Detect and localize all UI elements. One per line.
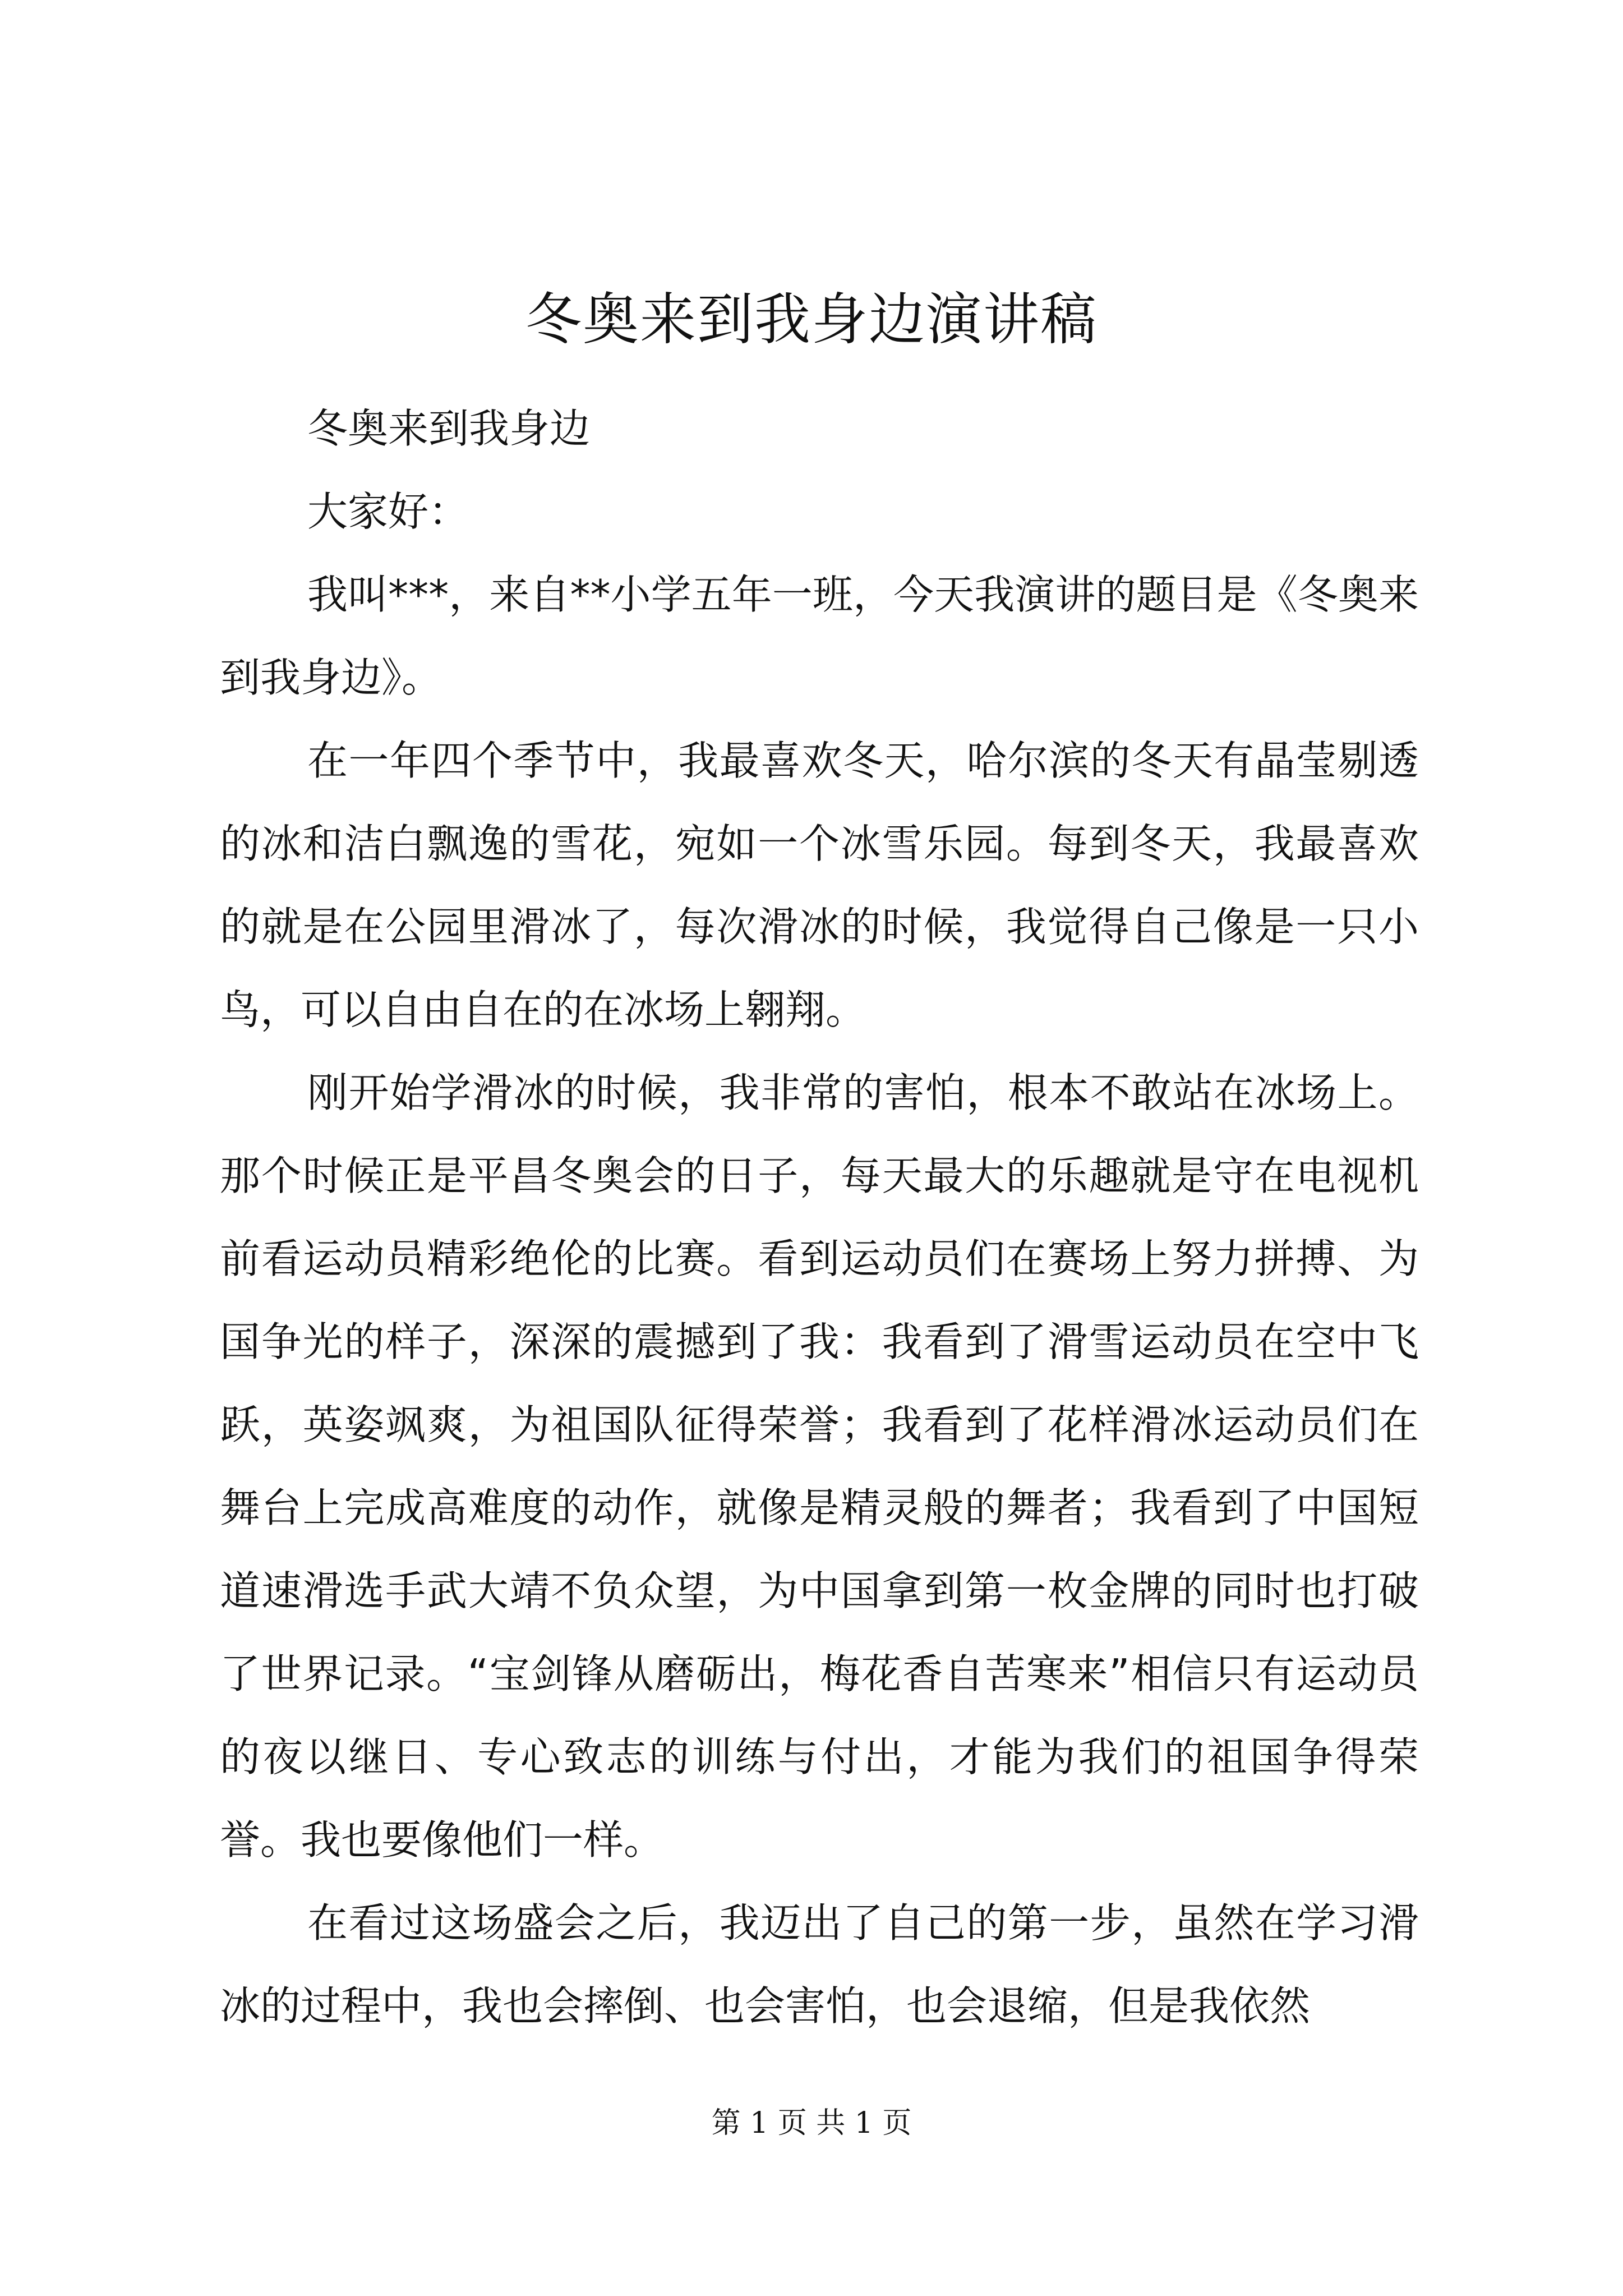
document-title: 冬奥来到我身边演讲稿 xyxy=(525,287,1098,352)
paragraph-learning-skating: 刚开始学滑冰的时候，我非常的害怕，根本不敢站在冰场上。那个时候正是平昌冬奥会的日子，每天最大的乐趣就是守在电视机前看运动员精彩绝伦的比赛。看到运动员们在赛场上努力拼搏、为国争光的样子，深深的震撼到了我：我看到了滑雪运动员在空中飞跃，英姿飒爽，为祖国队征得荣誉；我看到了花样滑冰运动员们在舞台上完成高难度的动作，就像是精灵般的舞者；我看到了中国短道速滑选手武大靖不负众望，为中国拿到第一枚金牌的同时也打破了世界记录。“宝剑锋从磨砺出，梅花香自苦寒来”相信只有运动员的夜以继日、专心致志的训练与付出，才能为我们的祖国争得荣誉。我也要像他们一样。 xyxy=(220,1069,1419,1864)
paragraph-introduction: 我叫***，来自**小学五年一班，今天我演讲的题目是《冬奥来到我身边》。 xyxy=(220,571,1419,701)
document-body xyxy=(220,387,1419,2047)
page-footer: 第 1 页 共 1 页 xyxy=(711,2106,912,2140)
paragraph-winter: 在一年四个季节中，我最喜欢冬天，哈尔滨的冬天有晶莹剔透的冰和洁白飘逸的雪花，宛如一个冰雪乐园。每到冬天，我最喜欢的就是在公园里滑冰了，每次滑冰的时候，我觉得自己像是一只小鸟，可以自由自在的在冰场上翱翔。 xyxy=(220,737,1419,1033)
paragraph-subtitle: 冬奥来到我身边 xyxy=(307,405,591,452)
paragraph-first-step: 在看过这场盛会之后，我迈出了自己的第一步，虽然在学习滑冰的过程中，我也会摔倒、也会害怕，也会退缩，但是我依然 xyxy=(220,1899,1419,2030)
paragraph-greeting: 大家好： xyxy=(307,488,469,535)
